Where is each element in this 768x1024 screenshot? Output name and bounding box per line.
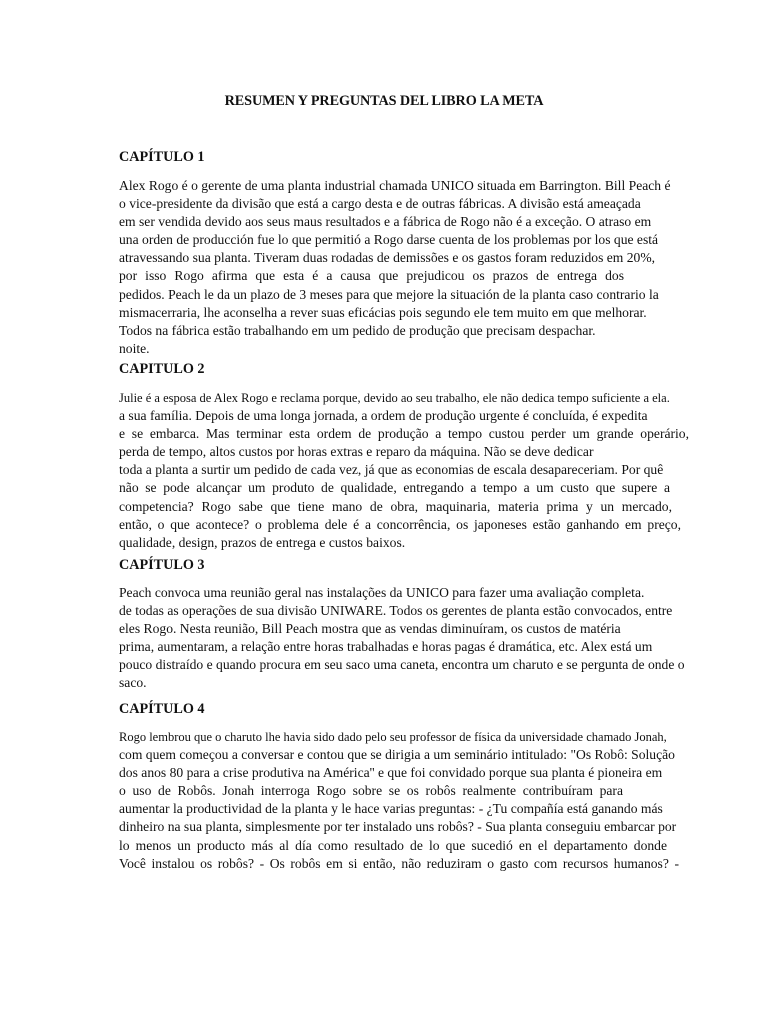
text-line: perda de tempo, altos custos por horas extras e reparo da máquina. Não se deve dedicar [119, 444, 594, 460]
chapter-4-paragraph [119, 728, 689, 873]
text-line: o uso de Robôs. Jonah interroga Rogo sobre se os robôs realmente contribuíram para [119, 783, 623, 799]
chapter-1-heading: CAPÍTULO 1 [119, 149, 205, 165]
chapter-3-heading: CAPÍTULO 3 [119, 557, 205, 573]
text-line: em ser vendida devido aos seus maus resultados e a fábrica de Rogo não é a exceção. O atraso em [119, 214, 652, 230]
chapter-2-paragraph [119, 389, 689, 552]
text-line: por isso Rogo afirma que esta é a causa que prejudicou os prazos de entrega dos [119, 268, 624, 284]
text-line: pouco distraído e quando procura em seu saco uma caneta, encontra um charuto e se pergunta de onde o [119, 657, 685, 673]
text-line: lo menos un producto más al día como resultado de lo que sucedió en el departamento donde [119, 837, 667, 853]
text-line: Rogo lembrou que o charuto lhe havia sido dado pelo seu professor de física da universidade chamado Jonah, [119, 730, 667, 744]
document-title: RESUMEN Y PREGUNTAS DEL LIBRO LA META [224, 93, 544, 109]
text-line: Julie é a esposa de Alex Rogo e reclama porque, devido ao seu trabalho, ele não dedica tempo suficiente a ela. [119, 391, 670, 405]
text-line: aumentar la productividad de la planta y le hace varias preguntas: - ¿Tu compañía está ganando más [119, 801, 663, 817]
text-line: competencia? Rogo sabe que tiene mano de obra, maquinaria, materia prima y un mercado, [119, 498, 672, 514]
text-line: noite. [119, 340, 150, 356]
text-line: a sua família. Depois de uma longa jornada, a ordem de produção urgente é concluída, é expedita [119, 408, 648, 424]
text-line: mismacerraria, lhe aconselha a rever suas eficácias pois segundo ele tem muito em que melhorar. [119, 304, 647, 320]
text-line: então, o que acontece? o problema dele é a concorrência, os japoneses estão ganhando em preço, [119, 516, 681, 532]
chapter-1-paragraph [119, 177, 689, 358]
chapter-2-heading: CAPITULO 2 [119, 361, 205, 377]
text-line: não se pode alcançar um produto de qualidade, entregando a tempo a um custo que supere a [119, 480, 670, 496]
text-line: Você instalou os robôs? - Os robôs em si então, não reduziram o gasto com recursos humanos? - [119, 855, 679, 871]
text-line: una orden de producción fue lo que permitió a Rogo darse cuenta de los problemas por los que está [119, 232, 659, 248]
text-line: eles Rogo. Nesta reunião, Bill Peach mostra que as vendas diminuíram, os custos de matéria [119, 621, 621, 637]
text-line: com quem começou a conversar e contou que se dirigia a um seminário intitulado: "Os Robô: Solução [119, 747, 675, 763]
text-line: saco. [119, 675, 147, 691]
text-line: dos anos 80 para a crise produtiva na América'' e que foi convidado porque sua planta é pioneira em [119, 765, 663, 781]
text-line: pedidos. Peach le da un plazo de 3 meses para que mejore la situación de la planta caso contrario la [119, 286, 659, 302]
chapter-4-heading: CAPÍTULO 4 [119, 701, 205, 717]
text-line: Peach convoca uma reunião geral nas instalações da UNICO para fazer uma avaliação completa. [119, 585, 645, 600]
text-line: Todos na fábrica estão trabalhando em um pedido de produção que precisam despachar. [119, 322, 596, 338]
text-line: atravessando sua planta. Tiveram duas rodadas de demissões e os gastos foram reduzidos em 20%, [119, 250, 656, 266]
text-line: de todas as operações de sua divisão UNIWARE. Todos os gerentes de planta estão convocados, entre [119, 603, 673, 619]
text-line: o vice-presidente da divisão que está a cargo desta e de outras fábricas. A divisão está ameaçada [119, 196, 641, 212]
text-line: prima, aumentaram, a relação entre horas trabalhadas e horas pagas é dramática, etc. Alex está um [119, 639, 653, 655]
text-line: qualidade, design, prazos de entrega e custos baixos. [119, 534, 406, 550]
text-line: toda a planta a surtir um pedido de cada vez, já que as economias de escala desapareceriam. Por quê [119, 462, 664, 478]
text-line: Alex Rogo é o gerente de uma planta industrial chamada UNICO situada em Barrington. Bill Peach é [119, 178, 671, 193]
text-line: e se embarca. Mas terminar esta ordem de produção a tempo custou perder um grande operário, [119, 426, 689, 442]
chapter-3-paragraph [119, 584, 689, 693]
text-line: dinheiro na sua planta, simplesmente por ter instalado uns robôs? - Sua planta conseguiu embarcar por [119, 819, 677, 835]
